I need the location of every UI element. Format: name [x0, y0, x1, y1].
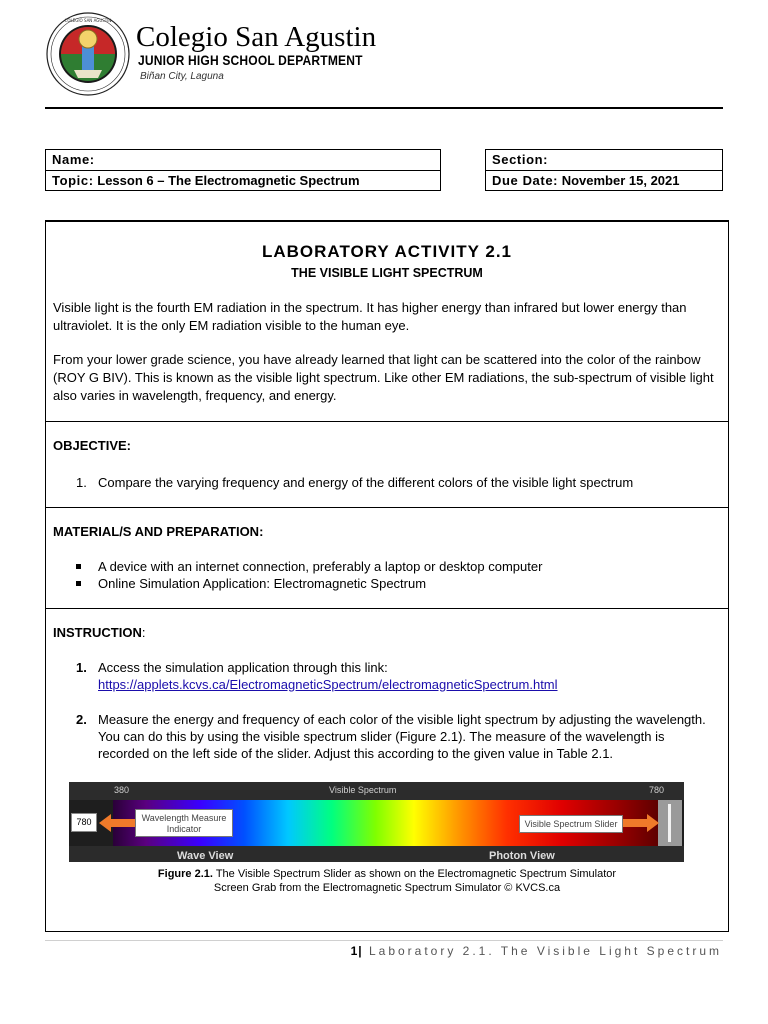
right-tick-label: 780 [649, 785, 665, 795]
bullet-icon [76, 581, 81, 586]
due-date-row [486, 170, 722, 190]
simulation-link[interactable]: https://applets.kcvs.ca/ElectromagneticSpectrum/electromagneticSpectrum.html [98, 677, 558, 692]
footer-separator: | [358, 944, 363, 958]
figure-caption [46, 867, 728, 895]
left-tick-label: 380 [114, 785, 130, 795]
material-text: A device with an internet connection, preferably a laptop or desktop computer [98, 559, 543, 574]
step-1-text: Access the simulation application through this link: [98, 660, 388, 675]
step-2-text: Measure the energy and frequency of each color of the visible light spectrum by adjusting the wavelength. You can do this by using the visible spectrum slider (Figure 2.1). The measure of the wavelength is recorded on the left side of the slider. Adjust this according to the given value in Table 2.1. [98, 712, 706, 761]
school-name: Colegio San Agustin [136, 21, 377, 53]
figure-bottom-bar [69, 846, 684, 862]
page-number: 1 [350, 944, 359, 958]
name-row[interactable] [46, 150, 440, 170]
due-date-value: November 15, 2021 [561, 173, 680, 188]
objective-section [46, 422, 728, 508]
instruction-step-2 [76, 711, 716, 779]
spectrum-title-label: Visible Spectrum [329, 785, 397, 795]
objective-heading: OBJECTIVE: [53, 438, 132, 453]
footer-title: Laboratory 2.1. The Visible Light Spectrum [368, 944, 722, 958]
photon-view-tab[interactable]: Photon View [489, 850, 555, 862]
page-footer [351, 944, 722, 958]
wave-view-tab[interactable]: Wave View [177, 850, 234, 862]
slider-callout: Visible Spectrum Slider [519, 815, 623, 833]
student-info-box [45, 149, 441, 191]
slider-grip [668, 804, 671, 842]
svg-text:COLEGIO SAN AGUSTIN: COLEGIO SAN AGUSTIN [64, 18, 112, 23]
intro-section [46, 222, 728, 422]
instruction-step-1 [76, 659, 716, 695]
instruction-heading [53, 625, 145, 640]
objective-number: 1. [76, 475, 87, 490]
section-label: Section: [492, 152, 549, 167]
step-text [98, 659, 708, 693]
instruction-heading-colon: : [141, 625, 146, 640]
instruction-heading-text: INSTRUCTION [53, 625, 142, 640]
left-arrow-icon [99, 814, 135, 832]
topic-value: Lesson 6 – The Electromagnetic Spectrum [97, 173, 360, 188]
section-row[interactable] [486, 150, 722, 170]
instruction-section [46, 609, 728, 932]
department-name: JUNIOR HIGH SCHOOL DEPARTMENT [138, 52, 363, 68]
due-date-label: Due Date: [492, 173, 559, 188]
right-arrow-icon [623, 814, 659, 832]
spectrum-slider-handle[interactable] [658, 800, 682, 846]
name-label: Name: [52, 152, 95, 167]
activity-subtitle: THE VISIBLE LIGHT SPECTRUM [291, 266, 483, 280]
activity-panel [45, 220, 729, 932]
figure-caption-text: The Visible Spectrum Slider as shown on the Electromagnetic Spectrum Simulator [215, 868, 617, 880]
topic-label: Topic: [52, 173, 94, 188]
school-city: Biñan City, Laguna [140, 71, 224, 82]
intro-paragraph-1: Visible light is the fourth EM radiation in the spectrum. It has higher energy than infrared but lower energy than ultraviolet. It is the only EM radiation visible to the human eye. [53, 300, 687, 333]
wavelength-readout: 780 [71, 813, 97, 832]
bullet-icon [76, 564, 81, 569]
figure-caption-source: Screen Grab from the Electromagnetic Spectrum Simulator © KVCS.ca [213, 882, 561, 894]
footer-divider [45, 940, 723, 941]
materials-section [46, 508, 728, 609]
visible-spectrum-figure [69, 782, 684, 862]
school-seal-logo [46, 12, 130, 96]
materials-heading: MATERIAL/S AND PREPARATION: [53, 524, 264, 539]
activity-title: LABORATORY ACTIVITY 2.1 [261, 242, 513, 261]
figure-label: Figure 2.1. [157, 868, 213, 880]
topic-row [46, 170, 440, 190]
figure-top-bar [69, 782, 684, 800]
step-number: 2. [76, 712, 87, 727]
material-text: Online Simulation Application: Electromagnetic Spectrum [98, 576, 427, 591]
wavelength-indicator-callout: Wavelength Measure Indicator [135, 809, 233, 837]
step-number: 1. [76, 660, 87, 675]
intro-paragraph-2: From your lower grade science, you have already learned that light can be scattered into the color of the rainbow (ROY G BIV). This is known as the visible light spectrum. Like other EM radiations, the sub-spectrum of visible light also varies in wavelength, frequency, and energy. [53, 352, 714, 403]
header-divider [45, 107, 723, 109]
objective-text: Compare the varying frequency and energy of the different colors of the visible light spectrum [98, 475, 634, 490]
section-info-box [485, 149, 723, 191]
